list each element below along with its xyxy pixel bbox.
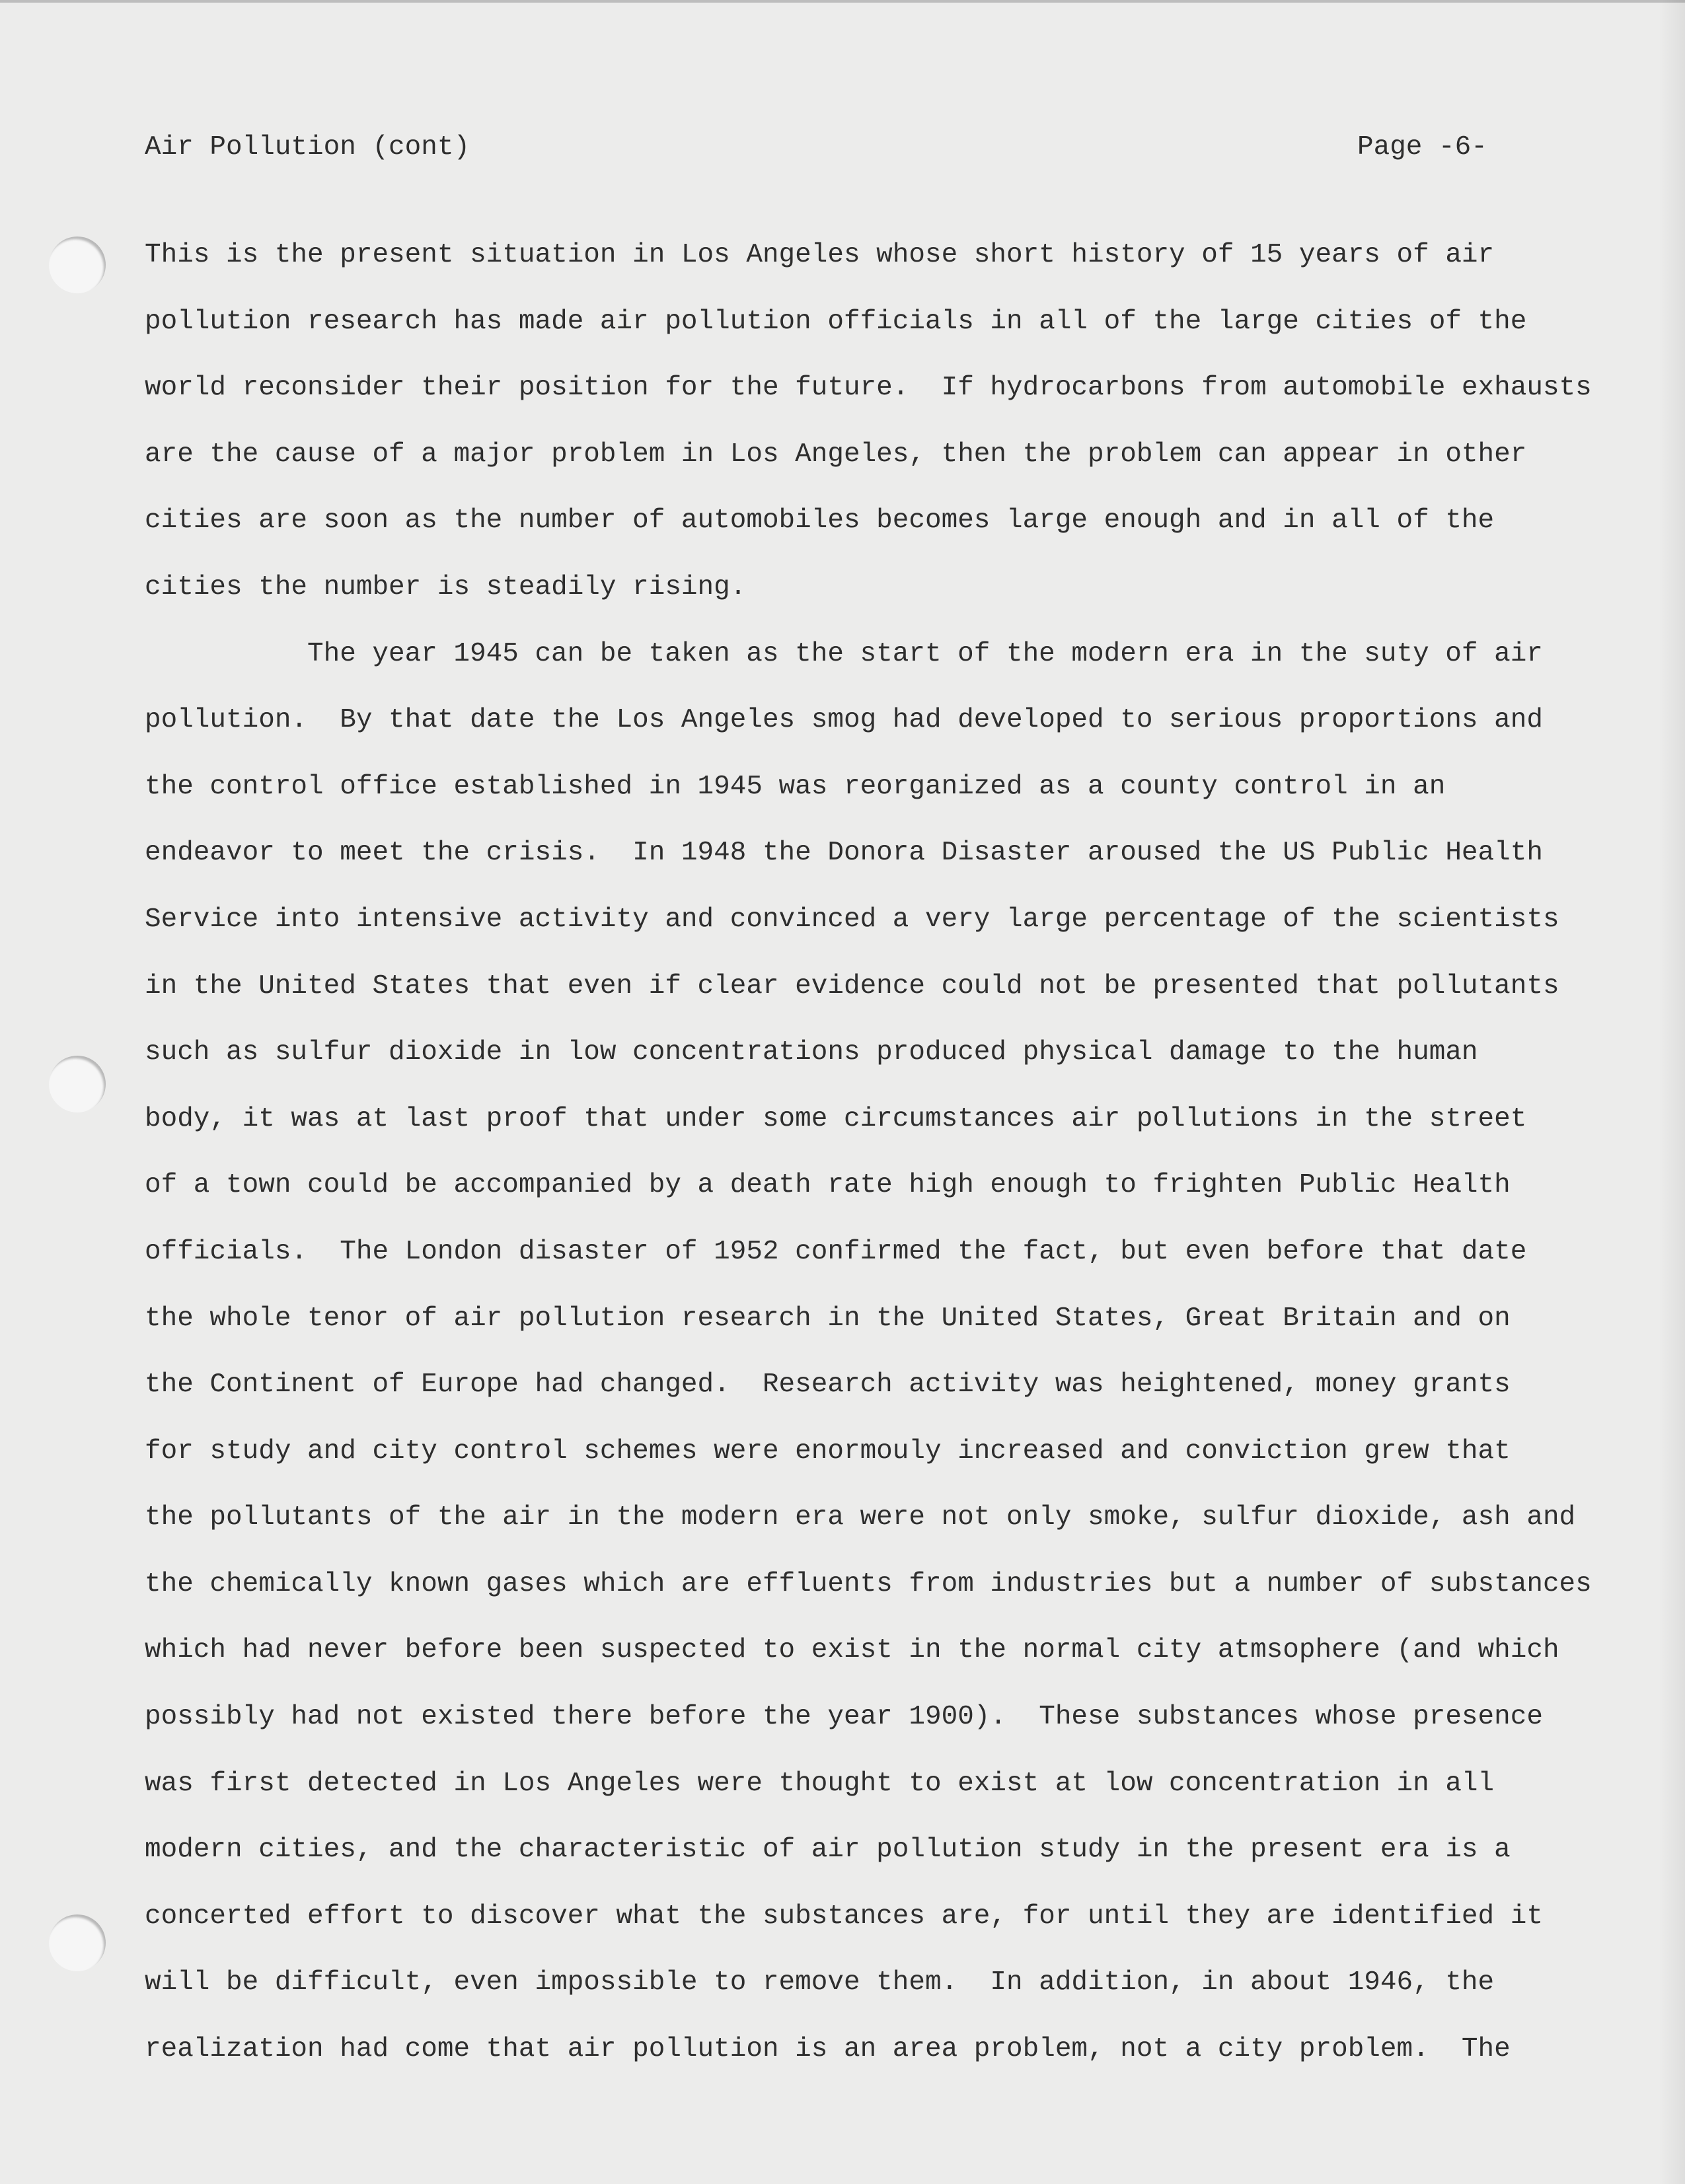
punch-hole <box>49 237 106 293</box>
text-line: the control office established in 1945 was reorganized as a county control in an <box>145 771 1446 802</box>
text-line: world reconsider their position for the future. If hydrocarbons from automobile exhausts <box>145 373 1592 404</box>
text-line: pollution. By that date the Los Angeles smog had developed to serious proportions and <box>145 705 1543 736</box>
document-body <box>145 222 1665 2083</box>
text-line: Service into intensive activity and convinced a very large percentage of the scientists <box>145 904 1559 935</box>
text-line: the chemically known gases which are effluents from industries but a number of substances <box>145 1568 1592 1599</box>
text-line: the pollutants of the air in the modern era were not only smoke, sulfur dioxide, ash and <box>145 1502 1576 1533</box>
text-line: modern cities, and the characteristic of air pollution study in the present era is a <box>145 1835 1511 1866</box>
text-line: This is the present situation in Los Angeles whose short history of 15 years of air <box>145 240 1495 270</box>
text-line: the Continent of Europe had changed. Research activity was heightened, money grants <box>145 1369 1511 1401</box>
page-edge <box>0 0 1685 3</box>
text-line: are the cause of a major problem in Los Angeles, then the problem can appear in other <box>145 439 1527 470</box>
page-number: Page -6- <box>1357 132 1487 163</box>
document-title: Air Pollution (cont) <box>145 132 470 163</box>
text-line: for study and city control schemes were enormouly increased and conviction grew that <box>145 1436 1511 1467</box>
text-line: in the United States that even if clear evidence could not be presented that pollutants <box>145 970 1559 1001</box>
text-line: officials. The London disaster of 1952 confirmed the fact, but even before that date <box>145 1236 1527 1267</box>
text-line: of a town could be accompanied by a death rate high enough to frighten Public Health <box>145 1170 1511 1201</box>
punch-hole <box>49 1914 106 1971</box>
text-line: which had never before been suspected to exist in the normal city atmsophere (and which <box>145 1635 1559 1666</box>
text-line: cities are soon as the number of automobiles becomes large enough and in all of the <box>145 505 1495 536</box>
text-line: body, it was at last proof that under some circumstances air pollutions in the street <box>145 1103 1527 1134</box>
text-line: The year 1945 can be taken as the start of the modern era in the suty of air <box>307 638 1543 669</box>
text-line: such as sulfur dioxide in low concentrations produced physical damage to the human <box>145 1037 1478 1068</box>
punch-hole <box>49 1056 106 1112</box>
text-line: possibly had not existed there before the year 1900). These substances whose presence <box>145 1702 1543 1733</box>
text-line: concerted effort to discover what the substances are, for until they are identified it <box>145 1901 1543 1932</box>
text-line: will be difficult, even impossible to remove them. In addition, in about 1946, the <box>145 1967 1495 1998</box>
text-line: pollution research has made air pollution officials in all of the large cities of the <box>145 306 1527 337</box>
text-line: was first detected in Los Angeles were thought to exist at low concentration in all <box>145 1768 1495 1799</box>
text-line: endeavor to meet the crisis. In 1948 the Donora Disaster aroused the US Public Health <box>145 838 1543 869</box>
text-line: realization had come that air pollution is an area problem, not a city problem. The <box>145 2034 1511 2065</box>
text-line: cities the number is steadily rising. <box>145 571 747 602</box>
text-line: the whole tenor of air pollution research in the United States, Great Britain and on <box>145 1303 1511 1334</box>
